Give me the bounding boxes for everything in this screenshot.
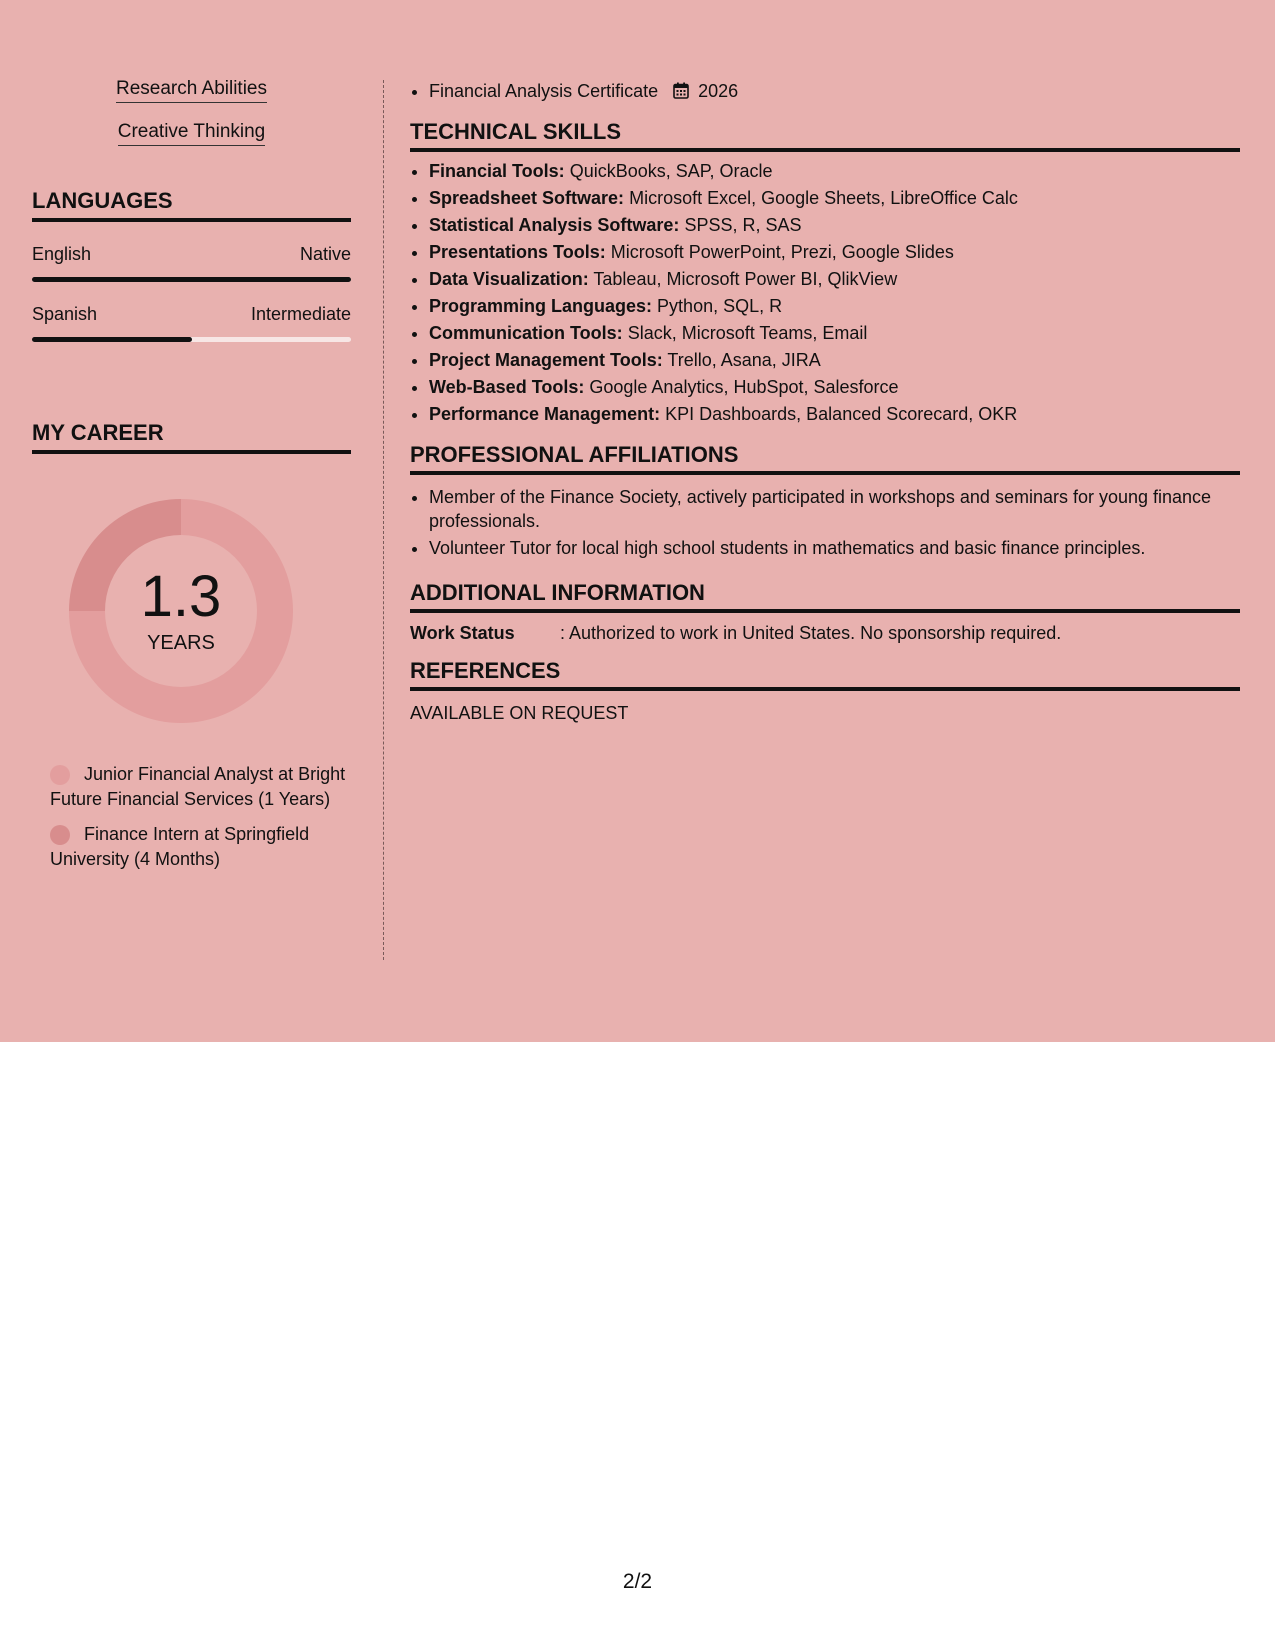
technical-skill-value: Python, SQL, R [657,296,783,316]
technical-skill-value: Trello, Asana, JIRA [667,350,821,370]
certificate-name: Financial Analysis Certificate [429,81,659,101]
skill-tag: Research Abilities [116,78,267,103]
technical-skill-value: QuickBooks, SAP, Oracle [569,161,773,181]
work-status-row [410,623,1240,644]
language-proficiency-fill [32,277,351,282]
certificate-list [410,78,1240,105]
technical-skill-label: Statistical Analysis Software: [429,215,680,235]
career-legend-label: Finance Intern at Springfield University (4 Months) [50,824,310,869]
skill-tag: Creative Thinking [118,121,266,146]
technical-skill-item [429,347,1240,374]
career-donut-center [66,496,296,726]
career-donut-chart [66,496,296,726]
technical-skill-item [429,401,1240,428]
career-legend-item [50,762,351,812]
technical-skill-value: SPSS, R, SAS [684,215,802,235]
language-name: English [32,244,92,264]
technical-skill-label: Web-Based Tools: [429,377,585,397]
language-english [32,244,351,282]
language-level: Native [299,244,351,264]
language-proficiency-bar [32,277,351,282]
work-status-value: : Authorized to work in United States. No sponsorship required. [560,623,1062,643]
language-name: Spanish [32,304,98,324]
work-status-label: Work Status [410,623,515,643]
language-proficiency-bar [32,337,351,342]
career-legend [32,762,351,872]
career-heading: MY CAREER [32,420,351,454]
technical-skill-value: Slack, Microsoft Teams, Email [627,323,868,343]
technical-skill-value: Microsoft Excel, Google Sheets, LibreOffice Calc [629,188,1018,208]
technical-skill-item [429,185,1240,212]
career-total-value: 1.3 [140,563,222,629]
technical-skill-item [429,266,1240,293]
career-total-unit: YEARS [147,631,215,654]
technical-skill-item [429,158,1240,185]
technical-skill-label: Financial Tools: [429,161,565,181]
technical-skill-item [429,293,1240,320]
affiliations-list [410,485,1240,560]
technical-skill-label: Programming Languages: [429,296,653,316]
calendar-icon [673,82,689,99]
technical-skill-label: Project Management Tools: [429,350,663,370]
languages-heading: LANGUAGES [32,188,351,222]
technical-skills-heading: TECHNICAL SKILLS [410,119,1240,152]
certificate-year: 2026 [698,81,739,101]
technical-skill-value: Tableau, Microsoft Power BI, QlikView [593,269,898,289]
technical-skill-label: Communication Tools: [429,323,623,343]
affiliation-item: • Volunteer Tutor for local high school students in mathematics and basic finance principles. [429,536,1240,560]
language-level: Intermediate [250,304,351,324]
technical-skill-label: Performance Management: [429,404,661,424]
language-proficiency-fill [32,337,192,342]
references-text: AVAILABLE ON REQUEST [410,703,629,723]
technical-skill-value: Microsoft PowerPoint, Prezi, Google Slides [610,242,954,262]
certificate-item [429,78,1240,105]
references-heading: REFERENCES [410,658,1240,691]
career-legend-item [50,822,351,872]
affiliations-heading: PROFESSIONAL AFFILIATIONS [410,442,1240,475]
sidebar [32,78,351,882]
additional-info-heading: ADDITIONAL INFORMATION [410,580,1240,613]
technical-skill-label: Data Visualization: [429,269,589,289]
career-legend-label: Junior Financial Analyst at Bright Future Financial Services (1 Years) [50,764,346,809]
page-number: 2/2 [622,1570,653,1593]
legend-dot-icon [50,825,70,845]
affiliation-item: • Member of the Finance Society, actively participated in workshops and seminars for young finance professionals. [429,485,1240,533]
legend-dot-icon [50,765,70,785]
technical-skill-label: Spreadsheet Software: [429,188,625,208]
technical-skill-label: Presentations Tools: [429,242,606,262]
technical-skill-value: KPI Dashboards, Balanced Scorecard, OKR [665,404,1018,424]
technical-skills-list [410,158,1240,428]
technical-skill-item [429,374,1240,401]
technical-skill-item [429,320,1240,347]
column-divider [383,80,384,960]
main-content [410,78,1240,724]
language-spanish [32,304,351,342]
technical-skill-item [429,239,1240,266]
technical-skill-item [429,212,1240,239]
technical-skill-value: Google Analytics, HubSpot, Salesforce [589,377,899,397]
skills-tail-list [32,78,351,146]
